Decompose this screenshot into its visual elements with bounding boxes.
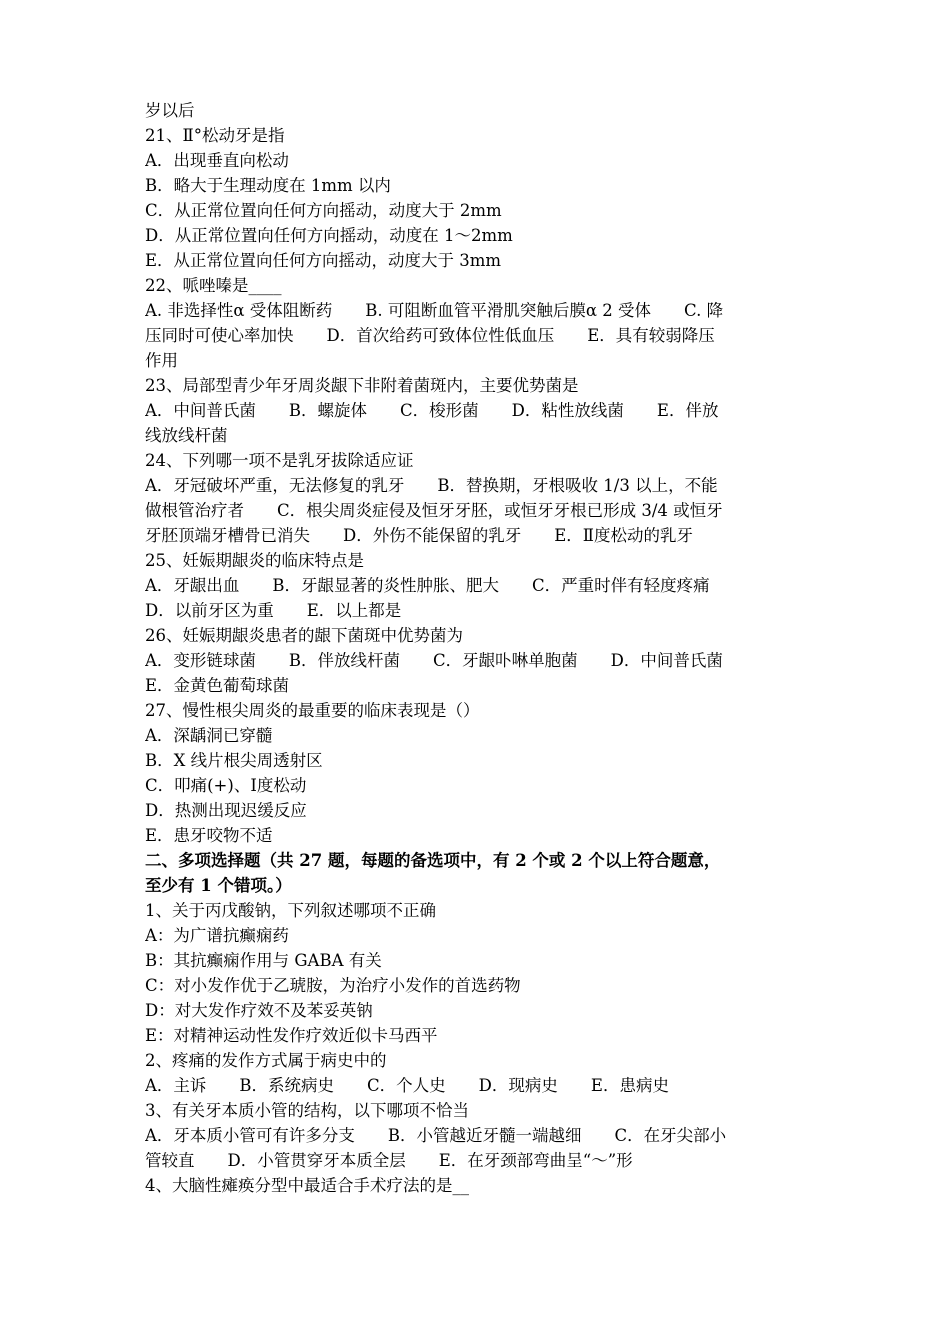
- option-line: A．出现垂直向松动: [145, 151, 289, 170]
- option-line: A：为广谱抗癫痫药: [145, 926, 289, 945]
- option-line: A．变形链球菌 B．伴放线杆菌 C．牙龈卟啉单胞菌 D．中间普氏菌: [145, 651, 723, 670]
- document-page: [145, 98, 810, 1198]
- section-heading: 二、多项选择题（共 27 题，每题的备选项中，有 2 个或 2 个以上符合题意，: [145, 851, 721, 870]
- option-line: D．以前牙区为重 E．以上都是: [145, 601, 402, 620]
- text-line: 岁以后: [145, 101, 195, 120]
- question-26: 26、妊娠期龈炎患者的龈下菌斑中优势菌为: [145, 626, 463, 645]
- question-23: 23、局部型青少年牙周炎龈下非附着菌斑内，主要优势菌是: [145, 376, 579, 395]
- option-line: 线放线杆菌: [145, 426, 228, 445]
- option-line: 作用: [145, 351, 178, 370]
- option-line: C．从正常位置向任何方向摇动，动度大于 2mm: [145, 201, 502, 220]
- question-1: 1、关于丙戊酸钠，下列叙述哪项不正确: [145, 901, 436, 920]
- question-27: 27、慢性根尖周炎的最重要的临床表现是（）: [145, 701, 480, 720]
- option-line: A．主诉 B．系统病史 C．个人史 D．现病史 E．患病史: [145, 1076, 669, 1095]
- option-line: 压同时可使心率加快 D．首次给药可致体位性低血压 E．具有较弱降压: [145, 326, 715, 345]
- option-line: C：对小发作优于乙琥胺，为治疗小发作的首选药物: [145, 976, 521, 995]
- question-24: 24、下列哪一项不是乳牙拔除适应证: [145, 451, 414, 470]
- option-line: 管较直 D．小管贯穿牙本质全层 E．在牙颈部弯曲呈“～”形: [145, 1151, 633, 1170]
- option-line: E．患牙咬物不适: [145, 826, 273, 845]
- option-line: A．牙龈出血 B．牙龈显著的炎性肿胀、肥大 C．严重时伴有轻度疼痛: [145, 576, 710, 595]
- question-21: 21、Ⅱ°松动牙是指: [145, 126, 285, 145]
- option-line: B．X 线片根尖周透射区: [145, 751, 323, 770]
- question-22: 22、哌唑嗪是____: [145, 276, 282, 295]
- option-line: A．牙本质小管可有许多分支 B．小管越近牙髓一端越细 C．在牙尖部小: [145, 1126, 727, 1145]
- option-line: D：对大发作疗效不及苯妥英钠: [145, 1001, 373, 1020]
- option-line: D．热测出现迟缓反应: [145, 801, 307, 820]
- option-line: A．深龋洞已穿髓: [145, 726, 273, 745]
- option-line: E．金黄色葡萄球菌: [145, 676, 290, 695]
- option-line: E．从正常位置向任何方向摇动，动度大于 3mm: [145, 251, 502, 270]
- option-line: A. 非选择性α 受体阻断药 B. 可阻断血管平滑肌突触后膜α 2 受体 C. 降: [145, 301, 724, 320]
- question-25: 25、妊娠期龈炎的临床特点是: [145, 551, 364, 570]
- question-2: 2、疼痛的发作方式属于病史中的: [145, 1051, 387, 1070]
- option-line: D．从正常位置向任何方向摇动，动度在 1～2mm: [145, 226, 513, 245]
- option-line: E：对精神运动性发作疗效近似卡马西平: [145, 1026, 438, 1045]
- option-line: C．叩痛(+)、Ⅰ度松动: [145, 776, 307, 795]
- option-line: A．牙冠破坏严重，无法修复的乳牙 B．替换期，牙根吸收 1/3 以上，不能: [145, 476, 718, 495]
- question-3: 3、有关牙本质小管的结构，以下哪项不恰当: [145, 1101, 469, 1120]
- option-line: 牙胚顶端牙槽骨已消失 D．外伤不能保留的乳牙 E．Ⅱ度松动的乳牙: [145, 526, 693, 545]
- option-line: 做根管治疗者 C．根尖周炎症侵及恒牙牙胚，或恒牙牙根已形成 3/4 或恒牙: [145, 501, 723, 520]
- option-line: B．略大于生理动度在 1mm 以内: [145, 176, 391, 195]
- question-4: 4、大脑性瘫痪分型中最适合手术疗法的是__: [145, 1176, 469, 1195]
- section-heading: 至少有 1 个错项。）: [145, 876, 292, 895]
- option-line: A．中间普氏菌 B．螺旋体 C．梭形菌 D．粘性放线菌 E．伴放: [145, 401, 719, 420]
- option-line: B：其抗癫痫作用与 GABA 有关: [145, 951, 382, 970]
